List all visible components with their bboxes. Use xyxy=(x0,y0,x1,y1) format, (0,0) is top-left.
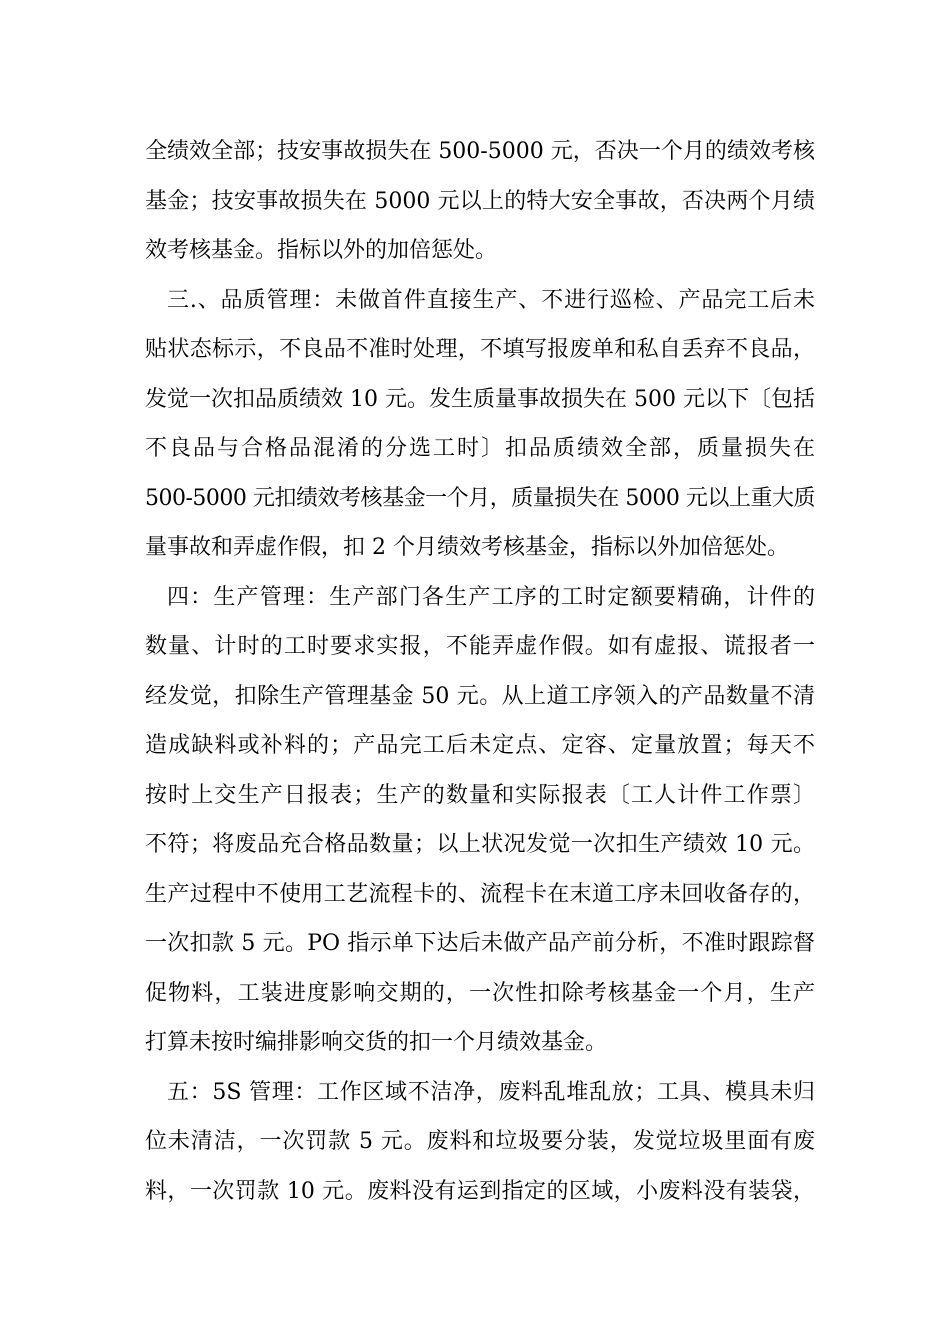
text-line: 一次扣款 5 元。PO 指示单下达后未做产品产前分析，不准时跟踪督 xyxy=(145,931,815,956)
text-line: 不符；将废品充合格品数量；以上状况发觉一次扣生产绩效 10 元。 xyxy=(145,832,815,857)
text-line: 500-5000 元扣绩效考核基金一个月，质量损失在 5000 元以上重大质 xyxy=(145,485,815,511)
text-line: 经发觉，扣除生产管理基金 50 元。从上道工序领入的产品数量不清 xyxy=(145,683,815,709)
text-line: 不良品与合格品混淆的分选工时〕扣品质绩效全部，质量损失在 xyxy=(145,436,815,461)
text-line: 生产过程中不使用工艺流程卡的、流程卡在末道工序未回收备存的， xyxy=(145,881,815,907)
text-line: 全绩效全部；技安事故损失在 500-5000 元，否决一个月的绩效考核 xyxy=(145,139,815,164)
text-line: 打算未按时编排影响交货的扣一个月绩效基金。 xyxy=(145,1030,608,1055)
text-line: 量事故和弄虚作假，扣 2 个月绩效考核基金，指标以外加倍惩处。 xyxy=(145,535,789,560)
text-line: 贴状态标示，不良品不准时处理，不填写报废单和私自丢弃不良品， xyxy=(145,337,815,362)
text-line: 效考核基金。指标以外的加倍惩处。 xyxy=(145,238,498,263)
text-line: 发觉一次扣品质绩效 10 元。发生质量事故损失在 500 元以下〔包括 xyxy=(145,386,815,412)
section-heading-line: 三.、品质管理：未做首件直接生产、不进行巡检、产品完工后未 xyxy=(167,287,815,313)
section-heading-line: 五：5S 管理：工作区域不洁净，废料乱堆乱放；工具、模具未归 xyxy=(167,1079,815,1105)
text-line: 位未清洁，一次罚款 5 元。废料和垃圾要分装，发觉垃圾里面有废 xyxy=(145,1129,815,1154)
text-line: 料，一次罚款 10 元。废料没有运到指定的区域，小废料没有装袋， xyxy=(145,1178,815,1204)
text-line: 按时上交生产日报表；生产的数量和实际报表〔工人计件工作票〕 xyxy=(145,782,815,808)
text-line: 造成缺料或补料的；产品完工后未定点、定容、定量放置；每天不 xyxy=(145,733,815,758)
text-line: 促物料，工装进度影响交期的，一次性扣除考核基金一个月，生产 xyxy=(145,980,815,1006)
text-line: 基金；技安事故损失在 5000 元以上的特大安全事故，否决两个月绩 xyxy=(145,188,815,214)
text-line: 数量、计时的工时要求实报，不能弄虚作假。如有虚报、谎报者一 xyxy=(145,634,815,659)
document-body xyxy=(145,127,815,1216)
section-heading-line: 四：生产管理：生产部门各生产工序的工时定额要精确，计件的 xyxy=(167,584,815,610)
